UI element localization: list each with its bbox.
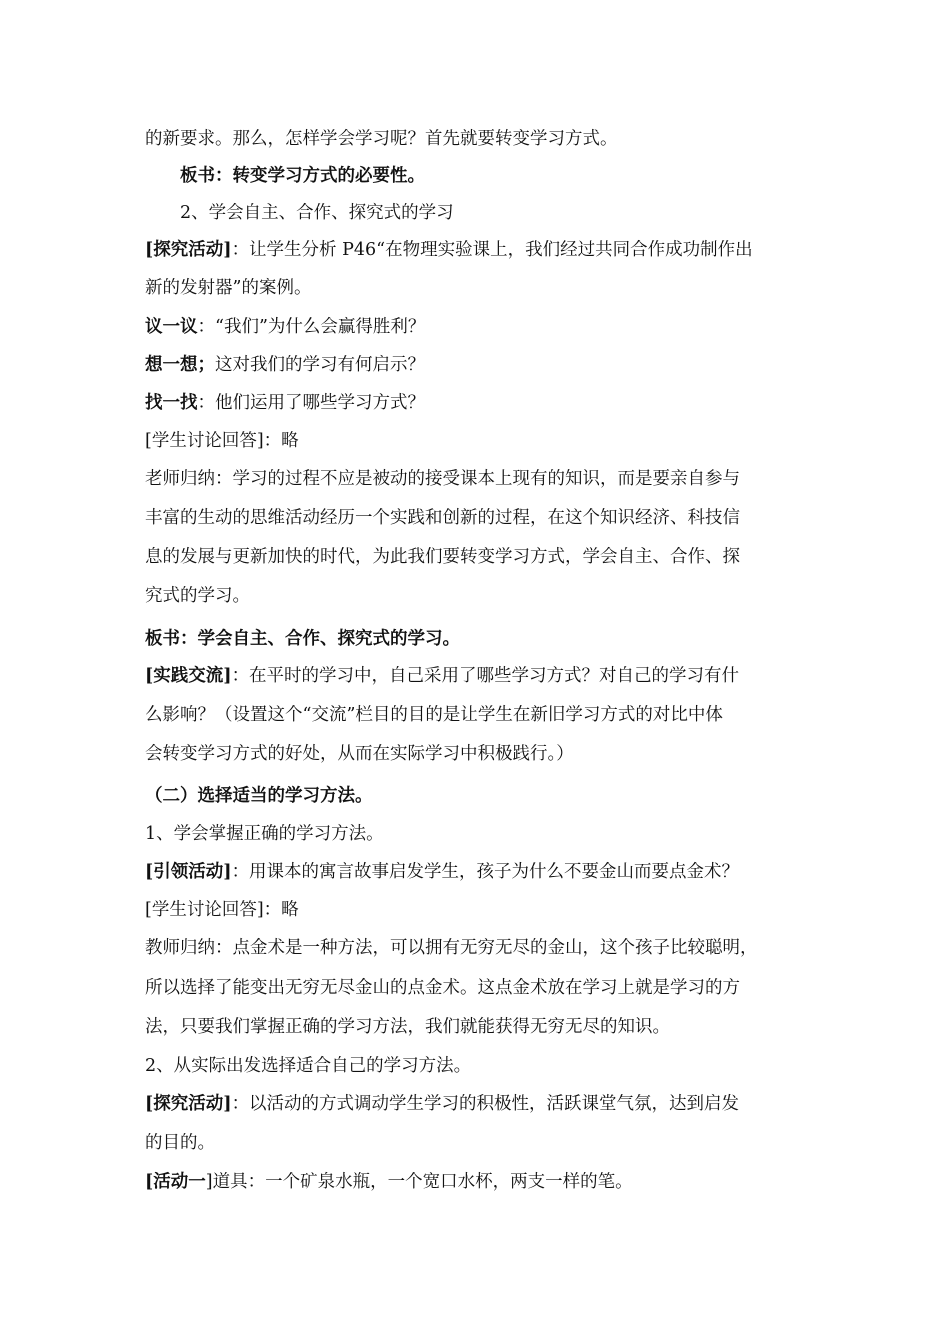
section-heading: （二）选择适当的学习方法。 <box>145 786 373 806</box>
paragraph-line: 议一议：“我们”为什么会赢得胜利？ <box>145 317 426 337</box>
board-note: 板书：转变学习方式的必要性。 <box>180 166 425 186</box>
paragraph-line: 所以选择了能变出无穷无尽金山的点金术。这点金术放在学习上就是学习的方 <box>145 978 740 998</box>
paragraph-line: [探究活动]：让学生分析 P46“在物理实验课上，我们经过共同合作成功制作出 <box>145 240 753 260</box>
paragraph-line: [引领活动]：用课本的寓言故事启发学生，孩子为什么不要金山而要点金术？ <box>145 862 740 882</box>
section-heading: 1、学会掌握正确的学习方法。 <box>145 824 384 844</box>
paragraph-line: [探究活动]：以活动的方式调动学生学习的积极性，活跃课堂气氛，达到启发 <box>145 1094 740 1114</box>
paragraph-line: 的新要求。那么，怎样学会学习呢？首先就要转变学习方式。 <box>145 129 618 149</box>
paragraph-line: [学生讨论回答]：略 <box>145 431 299 451</box>
paragraph-line: 老师归纳：学习的过程不应是被动的接受课本上现有的知识，而是要亲自参与 <box>145 469 740 489</box>
paragraph-line: 息的发展与更新加快的时代，为此我们要转变学习方式，学会自主、合作、探 <box>145 547 740 567</box>
section-heading: 2、从实际出发选择适合自己的学习方法。 <box>145 1056 472 1076</box>
board-note: 板书：学会自主、合作、探究式的学习。 <box>145 629 460 649</box>
paragraph-line: 找一找：他们运用了哪些学习方式？ <box>145 393 425 413</box>
paragraph-line: 法，只要我们掌握正确的学习方法，我们就能获得无穷无尽的知识。 <box>145 1017 670 1037</box>
paragraph-line: 的目的。 <box>145 1133 215 1153</box>
paragraph-line: [实践交流]：在平时的学习中，自己采用了哪些学习方式？对自己的学习有什 <box>145 666 740 686</box>
paragraph-line: [活动一]道具：一个矿泉水瓶，一个宽口水杯，两支一样的笔。 <box>145 1172 633 1192</box>
paragraph-line: [学生讨论回答]：略 <box>145 900 299 920</box>
paragraph-line: 究式的学习。 <box>145 586 250 606</box>
paragraph-line: 想一想；这对我们的学习有何启示？ <box>145 355 425 375</box>
paragraph-line: 新的发射器”的案例。 <box>145 278 312 298</box>
paragraph-line: 么影响？（设置这个“交流”栏目的目的是让学生在新旧学习方式的对比中体 <box>145 705 723 725</box>
paragraph-line: 教师归纳：点金术是一种方法，可以拥有无穷无尽的金山，这个孩子比较聪明， <box>145 938 758 958</box>
paragraph-line: 丰富的生动的思维活动经历一个实践和创新的过程，在这个知识经济、科技信 <box>145 508 740 528</box>
section-heading: 2、学会自主、合作、探究式的学习 <box>180 203 454 223</box>
paragraph-line: 会转变学习方式的好处，从而在实际学习中积极践行。） <box>145 744 574 764</box>
